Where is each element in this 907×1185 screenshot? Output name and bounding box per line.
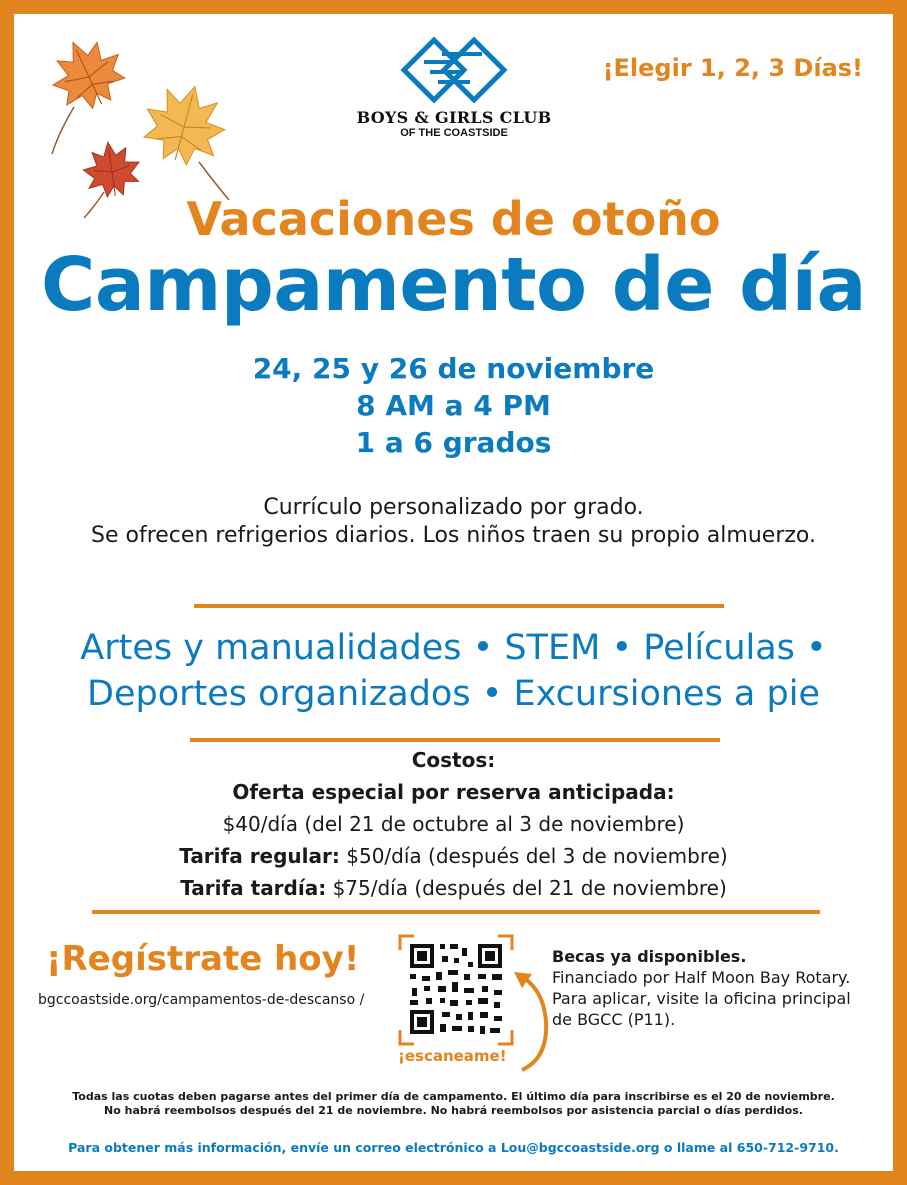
register-heading: ¡Regístrate hoy! xyxy=(46,939,360,979)
camp-hours: 8 AM a 4 PM xyxy=(356,389,551,422)
description-line-2: Se ofrecen refrigerios diarios. Los niños traen su propio almuerzo. xyxy=(91,523,816,548)
activities-line-2: Deportes organizados • Excursiones a pie xyxy=(87,674,820,714)
bgc-logo-icon xyxy=(394,32,514,104)
divider-bottom xyxy=(92,910,820,914)
register-url[interactable]: bgccoastside.org/campamentos-de-descanso / xyxy=(38,992,365,1008)
description-line-1: Currículo personalizado por grado. xyxy=(263,495,644,520)
title-day-camp: Campamento de día xyxy=(41,242,866,328)
divider-middle xyxy=(190,738,720,742)
activities-list xyxy=(14,625,893,717)
activities-line-1: Artes y manualidades • STEM • Películas • xyxy=(80,628,827,668)
late-rate-label: Tarifa tardía: xyxy=(180,876,327,900)
divider-top xyxy=(194,604,724,608)
fine-print-line-2: No habrá reembolsos después del 21 de noviembre. No habrá reembolsos por asistencia parcial o días perdidos. xyxy=(104,1104,803,1117)
grants-info xyxy=(552,946,892,1030)
scan-me-label: ¡escaneame! xyxy=(398,1047,507,1065)
grants-heading: Becas ya disponibles. xyxy=(552,947,747,966)
regular-rate xyxy=(14,840,893,872)
contact-info[interactable]: Para obtener más información, envíe un correo electrónico a Lou@bgccoastside.org o llame al 650-712-9710. xyxy=(68,1140,839,1155)
late-rate xyxy=(14,872,893,904)
grants-line-1: Financiado por Half Moon Bay Rotary. xyxy=(552,968,851,987)
costs-heading: Costos: xyxy=(411,748,496,772)
flyer-page xyxy=(14,14,893,1171)
late-rate-price: $75/día (después del 21 de noviembre) xyxy=(326,876,727,900)
camp-grades: 1 a 6 grados xyxy=(355,426,552,459)
curved-arrow-icon xyxy=(504,962,554,1076)
fine-print xyxy=(14,1090,893,1118)
logo-name: BOYS & GIRLS CLUB xyxy=(356,108,552,127)
grants-line-2: Para aplicar, visite la oficina principal xyxy=(552,989,851,1008)
club-logo xyxy=(344,32,564,162)
camp-dates xyxy=(14,350,893,461)
camp-days: 24, 25 y 26 de noviembre xyxy=(252,352,655,385)
costs-section xyxy=(14,744,893,904)
pick-days-badge: ¡Elegir 1, 2, 3 Días! xyxy=(602,54,863,82)
camp-description xyxy=(14,494,893,550)
regular-rate-label: Tarifa regular: xyxy=(179,844,340,868)
logo-subtitle: OF THE COASTSIDE xyxy=(400,127,508,139)
regular-rate-price: $50/día (después del 3 de noviembre) xyxy=(339,844,728,868)
fine-print-line-1: Todas las cuotas deben pagarse antes del primer día de campamento. El último día para inscribirse es el 20 de noviembre. xyxy=(72,1090,835,1103)
title-fall-break: Vacaciones de otoño xyxy=(186,192,721,246)
early-rate-price: $40/día (del 21 de octubre al 3 de noviembre) xyxy=(222,812,685,836)
grants-line-3: de BGCC (P11). xyxy=(552,1010,676,1029)
early-rate-label: Oferta especial por reserva anticipada: xyxy=(232,780,675,804)
